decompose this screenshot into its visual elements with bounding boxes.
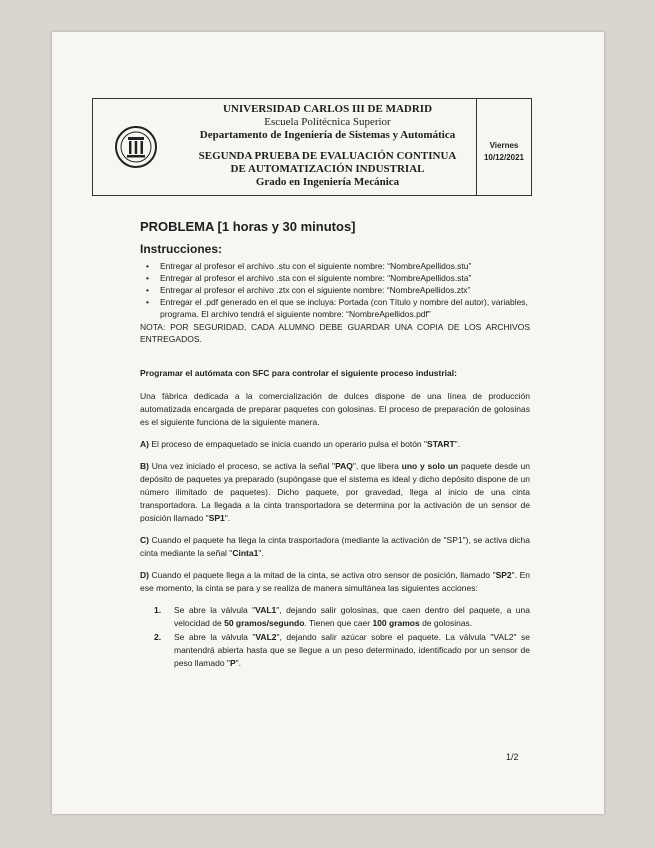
list-item: 2. Se abre la válvula "VAL2", dejando salir azúcar sobre el paquete. La válvula "VAL2" se mantendrá abierta hasta que se llegue a un peso determinado, identificado por un sensor de peso llamado "P".	[154, 632, 530, 668]
exam-date: 10/12/2021	[483, 153, 525, 162]
list-item: • Entregar el .pdf generado en el que se incluya: Portada (con Título y nombre del autor), variables, programa. El archivo tendrá el siguiente nombre: “NombreApellidos.pdf”	[146, 297, 528, 319]
exam-header	[92, 98, 532, 196]
paragraph-c: C) Cuando el paquete ha llega la cinta trasportadora (mediante la activación de "SP1"), se activa dicha cinta mediante la señal "Cinta1".	[140, 535, 530, 558]
header-titles	[179, 99, 477, 195]
list-item: • Entregar al profesor el archivo .stu con el siguiente nombre: “NombreApellidos.stu”	[146, 261, 472, 271]
exam-title-line2: DE AUTOMATIZACIÓN INDUSTRIAL	[230, 163, 425, 175]
school-name: Escuela Politécnica Superior	[264, 116, 391, 128]
problem-title: PROBLEMA [1 horas y 30 minutos]	[140, 219, 356, 234]
university-name: UNIVERSIDAD CARLOS III DE MADRID	[222, 103, 433, 115]
paragraph-b: B) Una vez iniciado el proceso, se activa la señal "PAQ", que libera uno y solo un paquete desde un depósito de paquetes ya preparado (supóngase que el sistema es ideal y dicho depósito dispone de un número ilimitado de paquetes). Dicho paquete, por gravedad, llega al inicio de una cinta transportadora. La llegada a la cinta transportadora se determina por la activación de un sensor de posición llamado "SP1".	[140, 461, 530, 523]
instructions-list	[140, 260, 530, 320]
university-seal-icon	[114, 125, 158, 169]
paragraph-d: D) Cuando el paquete llega a la mitad de la cinta, se activa otro sensor de posición, llamado "SP2". En ese momento, la cinta se para y se realiza de manera simultánea las siguientes acciones:	[140, 570, 530, 593]
page-number: 1/2	[506, 752, 519, 762]
department-name: Departamento de Ingeniería de Sistemas y Automática	[199, 129, 456, 141]
list-item: 1. Se abre la válvula "VAL1", dejando salir golosinas, que caen dentro del paquete, a una velocidad de 50 gramos/segundo. Tienen que caer 100 gramos de golosinas.	[154, 605, 530, 628]
paragraph-a: A) El proceso de empaquetado se inicia cuando un operario pulsa el botón "START".	[140, 439, 461, 449]
exam-title-line1: SEGUNDA PRUEBA DE EVALUACIÓN CONTINUA	[198, 150, 457, 162]
university-logo	[93, 99, 179, 195]
intro-paragraph: Una fábrica dedicada a la comercialización de dulces dispone de una línea de producción automatizada encargada de preparar paquetes con golosinas. El proceso de preparación de golosinas es el siguiente funciona de la siguiente manera.	[140, 391, 530, 427]
list-item: • Entregar al profesor el archivo .ztx con el siguiente nombre: “NombreApellidos.ztx”	[146, 285, 471, 295]
section-title: Programar el autómata con SFC para controlar el siguiente proceso industrial:	[140, 368, 457, 378]
instructions-title: Instrucciones:	[140, 242, 223, 256]
document-body	[140, 220, 530, 671]
exam-date-cell	[477, 99, 531, 195]
actions-list	[140, 604, 530, 670]
degree-name: Grado en Ingeniería Mecánica	[255, 176, 400, 188]
list-item: • Entregar al profesor el archivo .sta con el siguiente nombre: “NombreApellidos.sta”	[146, 273, 472, 283]
safety-note: NOTA: POR SEGURIDAD, CADA ALUMNO DEBE GUARDAR UNA COPIA DE LOS ARCHIVOS ENTREGADOS.	[140, 322, 530, 344]
exam-day: Viernes	[489, 141, 519, 150]
